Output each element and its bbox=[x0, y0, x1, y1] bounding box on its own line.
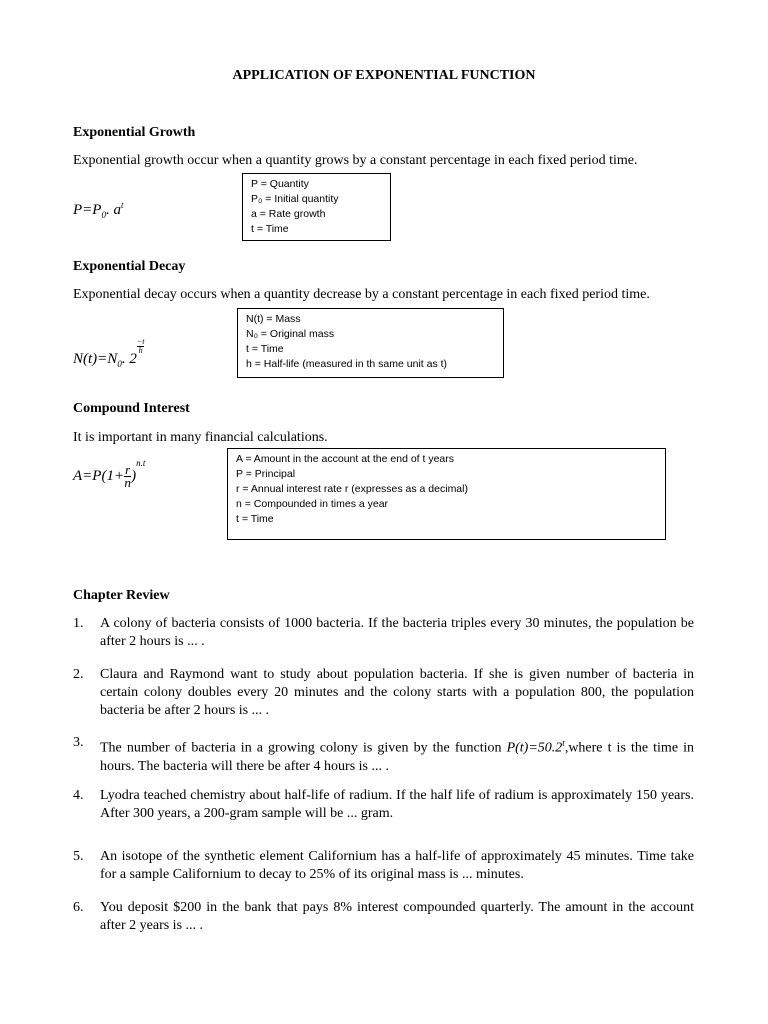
compound-heading: Compound Interest bbox=[73, 401, 190, 416]
review-item: 3. The number of bacteria in a growing colony is given by the function $P(t)=50.2^t,where$ t is the time in hours. The bacteria will there be after 4 hours is ... . bbox=[73, 735, 695, 774]
growth-legend-box bbox=[242, 173, 391, 241]
review-item: 2. Claura and Raymond want to study about population bacteria. If she is given number of bacteria in certain colony doubles every 20 minutes and the colony starts with a population 800, the population bacteria be after 2 hours is ... . bbox=[73, 667, 694, 718]
legend-line: n = Compounded in times a year bbox=[236, 498, 389, 510]
legend-line: P = Quantity bbox=[251, 178, 309, 190]
legend-line: N(t) = Mass bbox=[246, 313, 301, 325]
growth-text: Exponential growth occur when a quantity grows by a constant percentage in each fixed period time. bbox=[73, 153, 638, 168]
legend-line: N₀ = Original mass bbox=[246, 328, 335, 340]
review-item: 5. An isotope of the synthetic element Californium has a half-life of approximately 45 minutes. Time take for a sample Californium to decay to 25% of its original mass is ... minutes. bbox=[73, 849, 694, 882]
decay-text: Exponential decay occurs when a quantity decrease by a constant percentage in each fixed period time. bbox=[73, 287, 650, 302]
decay-legend-box bbox=[237, 308, 504, 378]
review-heading: Chapter Review bbox=[73, 588, 170, 603]
legend-line: h = Half-life (measured in th same unit as t) bbox=[246, 358, 448, 370]
growth-formula: $P=P_0$. $a^t$ bbox=[73, 200, 124, 220]
legend-line: A = Amount in the account at the end of t years bbox=[236, 453, 455, 465]
review-item: 1. A colony of bacteria consists of 1000 bacteria. If the bacteria triples every 30 minutes, the population be after 2 hours is ... . bbox=[73, 616, 694, 649]
compound-legend-box bbox=[227, 448, 666, 540]
review-item: 6. You deposit $200 in the bank that pays 8% interest compounded quarterly. The amount in the account after 2 years is ... . bbox=[73, 900, 694, 933]
growth-heading: Exponential Growth bbox=[73, 125, 196, 140]
compound-formula: A=P(1+ $\frac{r}{n}$ )$^{n.t}$ bbox=[73, 458, 146, 491]
page-title: APPLICATION OF EXPONENTIAL FUNCTION bbox=[232, 68, 536, 83]
decay-formula: $N(t)=N_0$. 2 $\frac{-t}{h}$ bbox=[73, 337, 145, 369]
compound-text: It is important in many financial calculations. bbox=[73, 430, 328, 445]
legend-line: r = Annual interest rate r (expresses as a decimal) bbox=[236, 483, 468, 495]
decay-heading: Exponential Decay bbox=[73, 259, 186, 274]
legend-line: P₀ = Initial quantity bbox=[251, 193, 339, 205]
legend-line: t = Time bbox=[246, 343, 284, 355]
legend-line: t = Time bbox=[251, 223, 289, 235]
legend-line: P = Principal bbox=[236, 468, 296, 480]
legend-line: a = Rate growth bbox=[251, 208, 326, 220]
review-item: 4. Lyodra teached chemistry about half-life of radium. If the half life of radium is approximately 150 years. After 300 years, a 200-gram sample will be ... gram. bbox=[73, 788, 694, 821]
legend-line: t = Time bbox=[236, 513, 274, 525]
